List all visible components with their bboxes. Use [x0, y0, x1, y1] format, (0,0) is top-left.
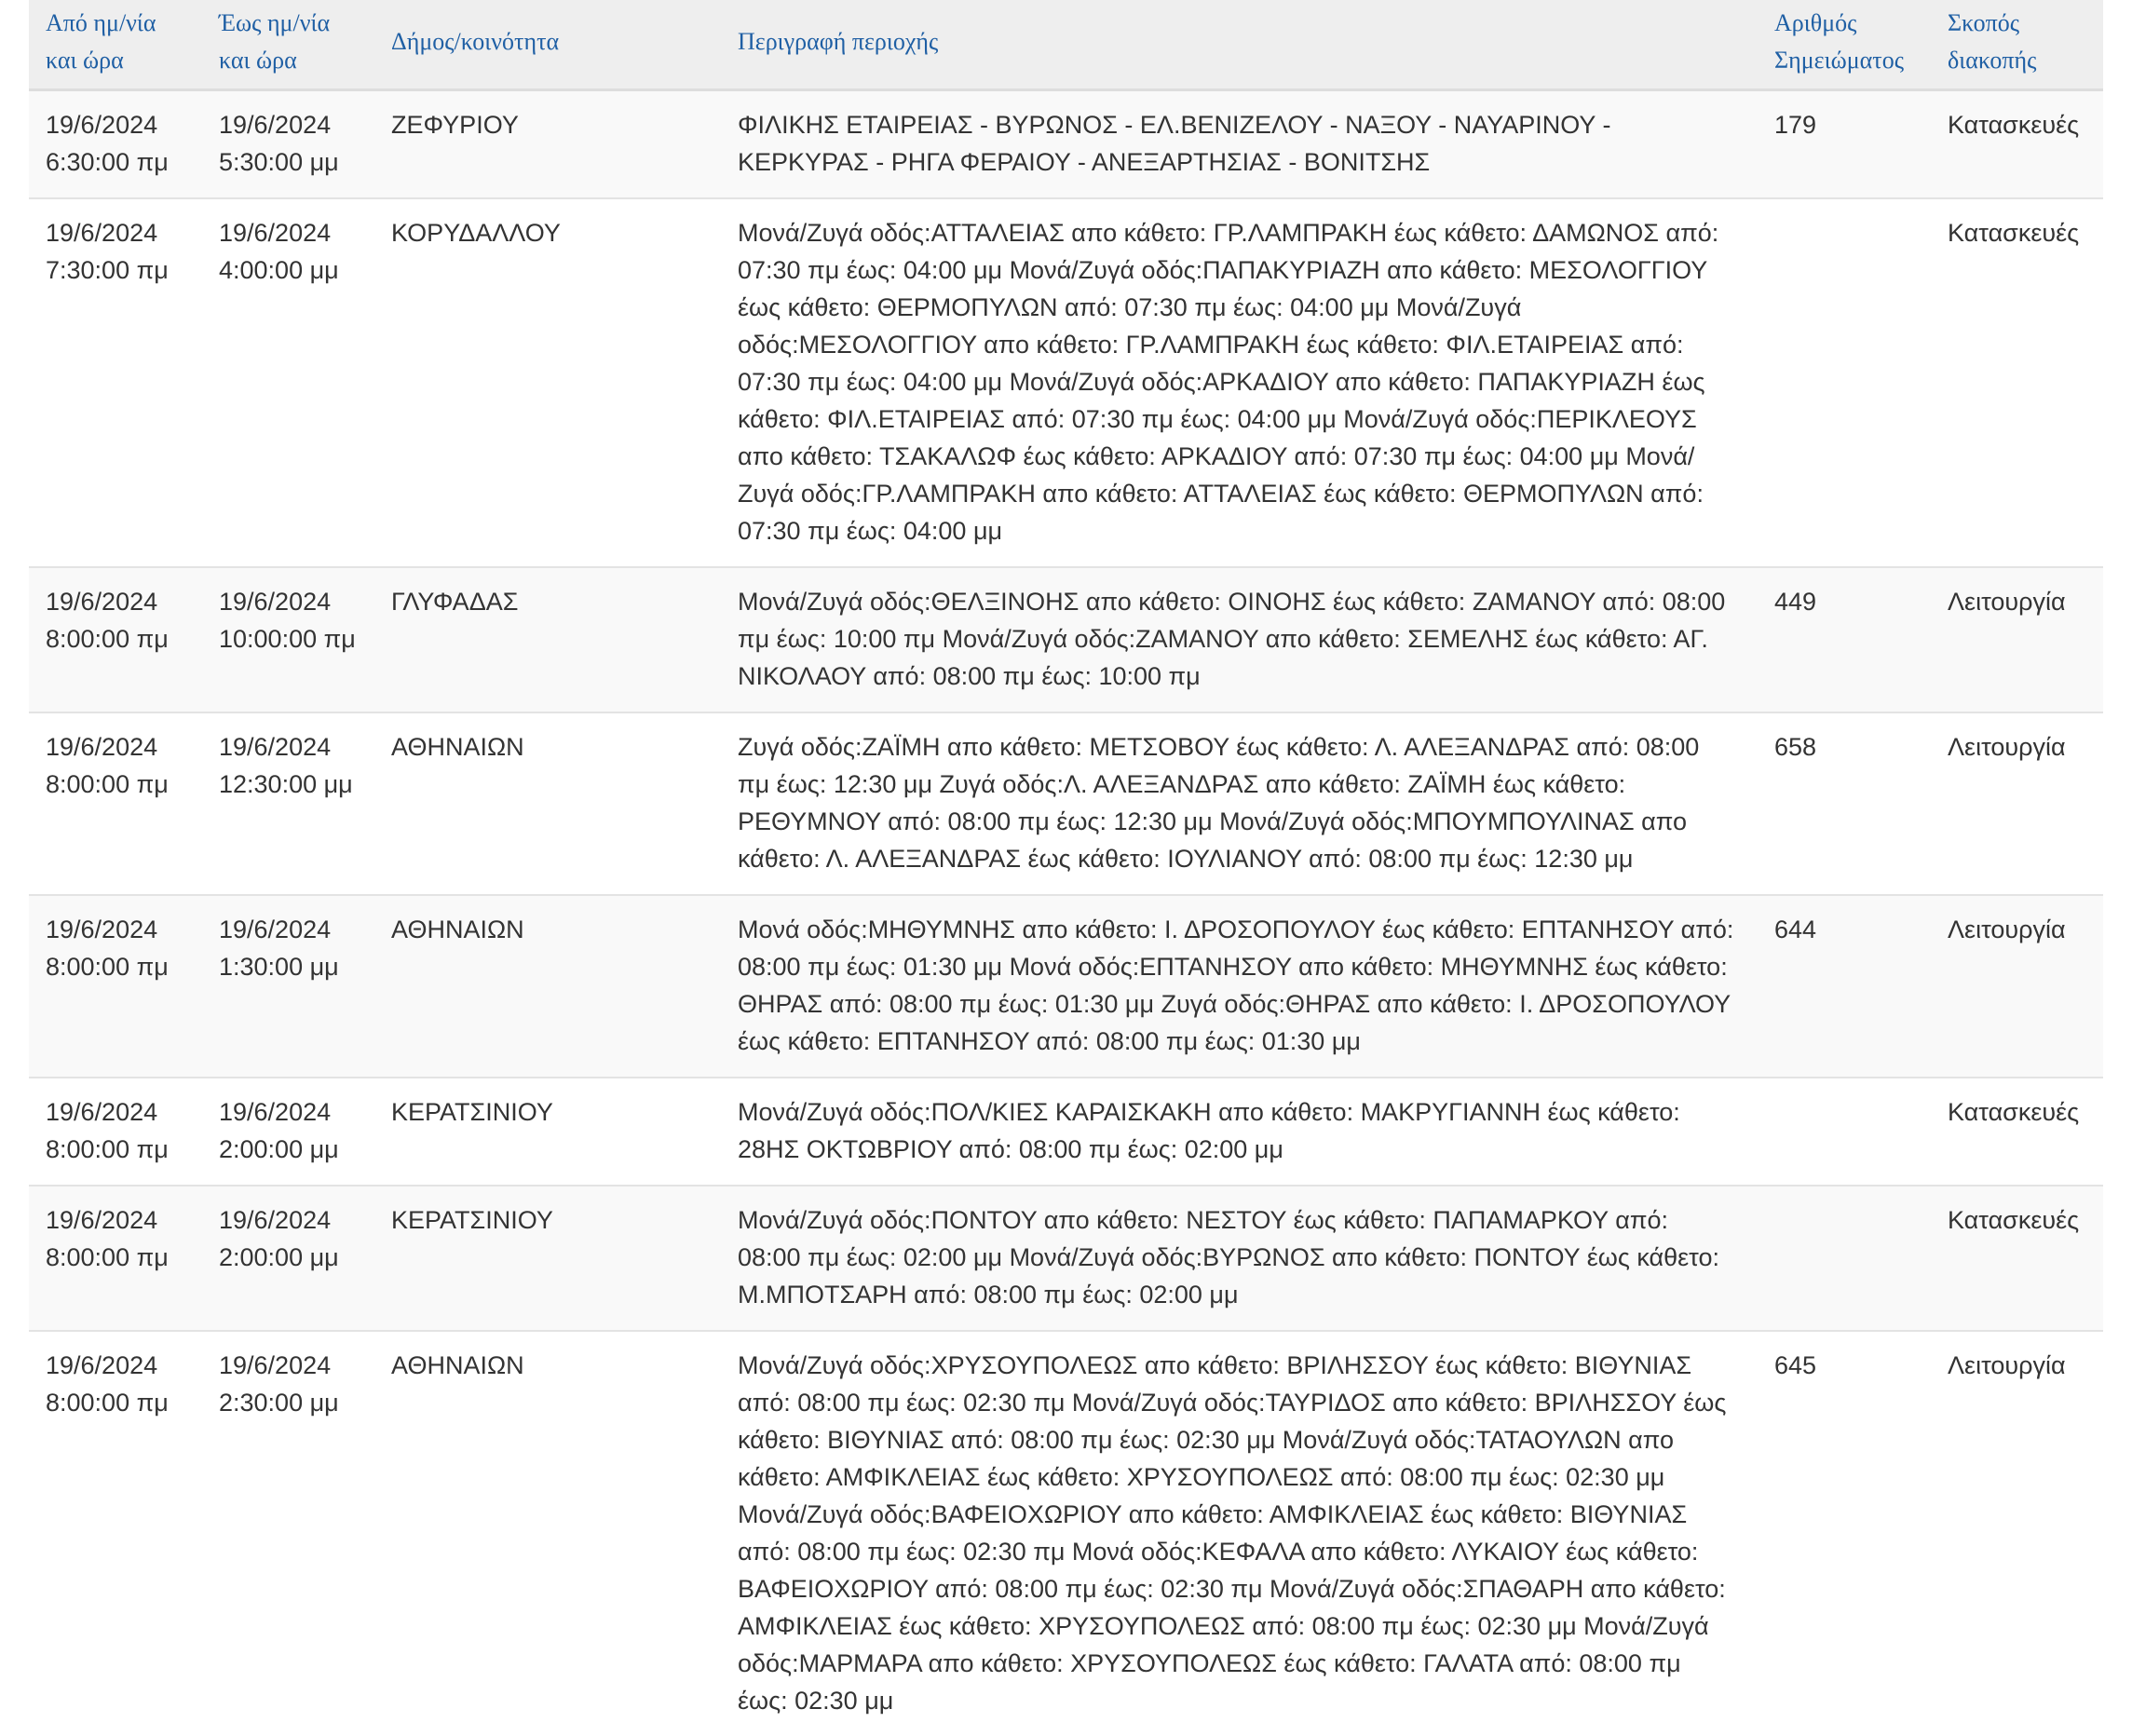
table-body: [29, 90, 2103, 1736]
cell-from: 19/6/2024 8:00:00 πμ: [29, 567, 202, 712]
cell-purpose: Λειτουργία: [1931, 567, 2103, 712]
cell-purpose: Κατασκευές: [1931, 1186, 2103, 1331]
cell-from: 19/6/2024 8:00:00 πμ: [29, 1331, 202, 1736]
cell-municipality: ΑΘΗΝΑΙΩΝ: [374, 1331, 721, 1736]
table-row: [29, 567, 2103, 712]
cell-municipality: ΑΘΗΝΑΙΩΝ: [374, 895, 721, 1078]
cell-to: 19/6/2024 4:00:00 μμ: [202, 198, 374, 567]
table-row: [29, 1078, 2103, 1186]
cell-purpose: Κατασκευές: [1931, 90, 2103, 199]
cell-purpose: Κατασκευές: [1931, 198, 2103, 567]
cell-purpose: Λειτουργία: [1931, 1331, 2103, 1736]
table-row: [29, 1331, 2103, 1736]
table-row: [29, 90, 2103, 199]
cell-from: 19/6/2024 6:30:00 πμ: [29, 90, 202, 199]
header-from[interactable]: Από ημ/νία και ώρα: [29, 0, 202, 90]
header-purpose[interactable]: Σκοπός διακοπής: [1931, 0, 2103, 90]
cell-municipality: ΑΘΗΝΑΙΩΝ: [374, 712, 721, 895]
cell-description: Μονά οδός:ΜΗΘΥΜΝΗΣ απο κάθετο: Ι. ΔΡΟΣΟΠΟΥΛΟΥ έως κάθετο: ΕΠΤΑΝΗΣΟΥ από: 08:00 πμ έως: 01:30 μμ Μονά οδός:ΕΠΤΑΝΗΣΟΥ απο κάθετο: ΜΗΘΥΜΝΗΣ έως κάθετο: ΘΗΡΑΣ από: 08:00 πμ έως: 01:30 μμ Ζυγά οδός:ΘΗΡΑΣ απο κάθετο: Ι. ΔΡΟΣΟΠΟΥΛΟΥ έως κάθετο: ΕΠΤΑΝΗΣΟΥ από: 08:00 πμ έως: 01:30 μμ: [721, 895, 1758, 1078]
cell-municipality: ΖΕΦΥΡΙΟΥ: [374, 90, 721, 199]
cell-from: 19/6/2024 7:30:00 πμ: [29, 198, 202, 567]
cell-from: 19/6/2024 8:00:00 πμ: [29, 1078, 202, 1186]
cell-notice-number: 645: [1758, 1331, 1931, 1736]
cell-to: 19/6/2024 1:30:00 μμ: [202, 895, 374, 1078]
cell-purpose: Κατασκευές: [1931, 1078, 2103, 1186]
cell-to: 19/6/2024 10:00:00 πμ: [202, 567, 374, 712]
cell-to: 19/6/2024 2:00:00 μμ: [202, 1078, 374, 1186]
cell-from: 19/6/2024 8:00:00 πμ: [29, 1186, 202, 1331]
cell-to: 19/6/2024 2:00:00 μμ: [202, 1186, 374, 1331]
outage-table-container: [29, 0, 2103, 1736]
cell-description: Μονά/Ζυγά οδός:ΘΕΛΞΙΝΟΗΣ απο κάθετο: ΟΙΝΟΗΣ έως κάθετο: ΖΑΜΑΝΟΥ από: 08:00 πμ έως: 10:00 πμ Μονά/Ζυγά οδός:ΖΑΜΑΝΟΥ απο κάθετο: ΣΕΜΕΛΗΣ έως κάθετο: ΑΓ. ΝΙΚΟΛΑΟΥ από: 08:00 πμ έως: 10:00 πμ: [721, 567, 1758, 712]
cell-to: 19/6/2024 5:30:00 μμ: [202, 90, 374, 199]
header-to[interactable]: Έως ημ/νία και ώρα: [202, 0, 374, 90]
table-row: [29, 895, 2103, 1078]
cell-notice-number: 179: [1758, 90, 1931, 199]
cell-municipality: ΚΕΡΑΤΣΙΝΙΟΥ: [374, 1078, 721, 1186]
cell-purpose: Λειτουργία: [1931, 712, 2103, 895]
cell-description: Ζυγά οδός:ΖΑΪΜΗ απο κάθετο: ΜΕΤΣΟΒΟΥ έως κάθετο: Λ. ΑΛΕΞΑΝΔΡΑΣ από: 08:00 πμ έως: 12:30 μμ Ζυγά οδός:Λ. ΑΛΕΞΑΝΔΡΑΣ απο κάθετο: ΖΑΪΜΗ έως κάθετο: ΡΕΘΥΜΝΟΥ από: 08:00 πμ έως: 12:30 μμ Μονά/Ζυγά οδός:ΜΠΟΥΜΠΟΥΛΙΝΑΣ απο κάθετο: Λ. ΑΛΕΞΑΝΔΡΑΣ έως κάθετο: ΙΟΥΛΙΑΝΟΥ από: 08:00 πμ έως: 12:30 μμ: [721, 712, 1758, 895]
header-notice-number[interactable]: Αριθμός Σημειώματος: [1758, 0, 1931, 90]
cell-notice-number: 449: [1758, 567, 1931, 712]
table-row: [29, 198, 2103, 567]
cell-purpose: Λειτουργία: [1931, 895, 2103, 1078]
cell-notice-number: [1758, 198, 1931, 567]
cell-notice-number: 644: [1758, 895, 1931, 1078]
table-row: [29, 712, 2103, 895]
cell-municipality: ΓΛΥΦΑΔΑΣ: [374, 567, 721, 712]
cell-notice-number: [1758, 1078, 1931, 1186]
table-header: [29, 0, 2103, 90]
cell-description: Μονά/Ζυγά οδός:ΠΟΛ/ΚΙΕΣ ΚΑΡΑΙΣΚΑΚΗ απο κάθετο: ΜΑΚΡΥΓΙΑΝΝΗ έως κάθετο: 28ΗΣ ΟΚΤΩΒΡΙΟΥ από: 08:00 πμ έως: 02:00 μμ: [721, 1078, 1758, 1186]
header-row: [29, 0, 2103, 90]
cell-description: Μονά/Ζυγά οδός:ΠΟΝΤΟΥ απο κάθετο: ΝΕΣΤΟΥ έως κάθετο: ΠΑΠΑΜΑΡΚΟΥ από: 08:00 πμ έως: 02:00 μμ Μονά/Ζυγά οδός:ΒΥΡΩΝΟΣ απο κάθετο: ΠΟΝΤΟΥ έως κάθετο: Μ.ΜΠΟΤΣΑΡΗ από: 08:00 πμ έως: 02:00 μμ: [721, 1186, 1758, 1331]
cell-from: 19/6/2024 8:00:00 πμ: [29, 712, 202, 895]
cell-notice-number: 658: [1758, 712, 1931, 895]
cell-to: 19/6/2024 12:30:00 μμ: [202, 712, 374, 895]
cell-municipality: ΚΕΡΑΤΣΙΝΙΟΥ: [374, 1186, 721, 1331]
cell-description: Μονά/Ζυγά οδός:ΑΤΤΑΛΕΙΑΣ απο κάθετο: ΓΡ.ΛΑΜΠΡΑΚΗ έως κάθετο: ΔΑΜΩΝΟΣ από: 07:30 πμ έως: 04:00 μμ Μονά/Ζυγά οδός:ΠΑΠΑΚΥΡΙΑΖΗ απο κάθετο: ΜΕΣΟΛΟΓΓΙΟΥ έως κάθετο: ΘΕΡΜΟΠΥΛΩΝ από: 07:30 πμ έως: 04:00 μμ Μονά/Ζυγά οδός:ΜΕΣΟΛΟΓΓΙΟΥ απο κάθετο: ΓΡ.ΛΑΜΠΡΑΚΗ έως κάθετο: ΦΙΛ.ΕΤΑΙΡΕΙΑΣ από: 07:30 πμ έως: 04:00 μμ Μονά/Ζυγά οδός:ΑΡΚΑΔΙΟΥ απο κάθετο: ΠΑΠΑΚΥΡΙΑΖΗ έως κάθετο: ΦΙΛ.ΕΤΑΙΡΕΙΑΣ από: 07:30 πμ έως: 04:00 μμ Μονά/Ζυγά οδός:ΠΕΡΙΚΛΕΟΥΣ απο κάθετο: ΤΣΑΚΑΛΩΦ έως κάθετο: ΑΡΚΑΔΙΟΥ από: 07:30 πμ έως: 04:00 μμ Μονά/Ζυγά οδός:ΓΡ.ΛΑΜΠΡΑΚΗ απο κάθετο: ΑΤΤΑΛΕΙΑΣ έως κάθετο: ΘΕΡΜΟΠΥΛΩΝ από: 07:30 πμ έως: 04:00 μμ: [721, 198, 1758, 567]
cell-municipality: ΚΟΡΥΔΑΛΛΟΥ: [374, 198, 721, 567]
cell-description: Μονά/Ζυγά οδός:ΧΡΥΣΟΥΠΟΛΕΩΣ απο κάθετο: ΒΡΙΛΗΣΣΟΥ έως κάθετο: ΒΙΘΥΝΙΑΣ από: 08:00 πμ έως: 02:30 πμ Μονά/Ζυγά οδός:ΤΑΥΡΙΔΟΣ απο κάθετο: ΒΡΙΛΗΣΣΟΥ έως κάθετο: ΒΙΘΥΝΙΑΣ από: 08:00 πμ έως: 02:30 μμ Μονά/Ζυγά οδός:ΤΑΤΑΟΥΛΩΝ απο κάθετο: ΑΜΦΙΚΛΕΙΑΣ έως κάθετο: ΧΡΥΣΟΥΠΟΛΕΩΣ από: 08:00 πμ έως: 02:30 μμ Μονά/Ζυγά οδός:ΒΑΦΕΙΟΧΩΡΙΟΥ απο κάθετο: ΑΜΦΙΚΛΕΙΑΣ έως κάθετο: ΒΙΘΥΝΙΑΣ από: 08:00 πμ έως: 02:30 πμ Μονά οδός:ΚΕΦΑΛΑ απο κάθετο: ΛΥΚΑΙΟΥ έως κάθετο: ΒΑΦΕΙΟΧΩΡΙΟΥ από: 08:00 πμ έως: 02:30 πμ Μονά/Ζυγά οδός:ΣΠΑΘΑΡΗ απο κάθετο: ΑΜΦΙΚΛΕΙΑΣ έως κάθετο: ΧΡΥΣΟΥΠΟΛΕΩΣ από: 08:00 πμ έως: 02:30 μμ Μονά/Ζυγά οδός:ΜΑΡΜΑΡΑ απο κάθετο: ΧΡΥΣΟΥΠΟΛΕΩΣ έως κάθετο: ΓΑΛΑΤΑ από: 08:00 πμ έως: 02:30 μμ: [721, 1331, 1758, 1736]
cell-notice-number: [1758, 1186, 1931, 1331]
cell-from: 19/6/2024 8:00:00 πμ: [29, 895, 202, 1078]
cell-description: ΦΙΛΙΚΗΣ ΕΤΑΙΡΕΙΑΣ - ΒΥΡΩΝΟΣ - ΕΛ.ΒΕΝΙΖΕΛΟΥ - ΝΑΞΟΥ - ΝΑΥΑΡΙΝΟΥ - ΚΕΡΚΥΡΑΣ - ΡΗΓΑ ΦΕΡΑΙΟΥ - ΑΝΕΞΑΡΤΗΣΙΑΣ - ΒΟΝΙΤΣΗΣ: [721, 90, 1758, 199]
cell-to: 19/6/2024 2:30:00 μμ: [202, 1331, 374, 1736]
table-row: [29, 1186, 2103, 1331]
header-municipality[interactable]: Δήμος/κοινότητα: [374, 0, 721, 90]
outage-table: [29, 0, 2103, 1736]
header-description[interactable]: Περιγραφή περιοχής: [721, 0, 1758, 90]
